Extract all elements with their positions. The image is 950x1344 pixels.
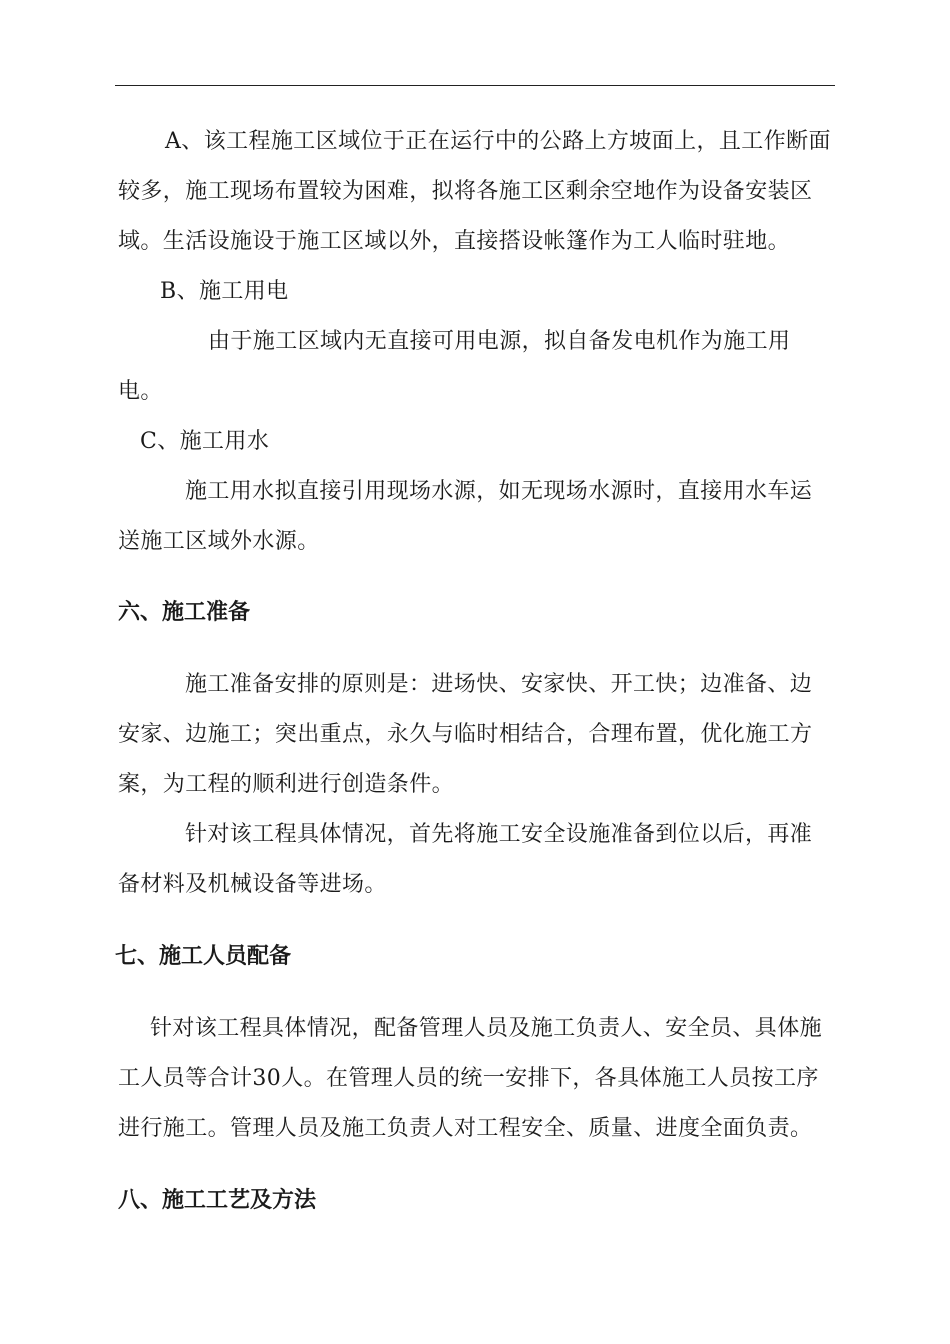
- paragraph-line: A、该工程施工区域位于正在运行中的公路上方坡面上，且工作断面: [165, 129, 831, 154]
- subsection-title-b: B、施工用电: [160, 279, 289, 304]
- paragraph-line: 施工用水拟直接引用现场水源，如无现场水源时，直接用水车运: [185, 479, 813, 504]
- section-heading-7: 七、施工人员配备: [115, 944, 292, 969]
- paragraph-line: 进行施工。管理人员及施工负责人对工程安全、质量、进度全面负责。: [118, 1116, 813, 1141]
- header-rule: [115, 85, 835, 86]
- section-heading-6: 六、施工准备: [118, 600, 251, 625]
- paragraph-line: 针对该工程具体情况，配备管理人员及施工负责人、安全员、具体施: [150, 1016, 823, 1041]
- paragraph-line: 由于施工区域内无直接可用电源，拟自备发电机作为施工用: [208, 329, 791, 354]
- paragraph-line: 安家、边施工；突出重点，永久与临时相结合，合理布置，优化施工方: [118, 722, 813, 747]
- section-heading-8: 八、施工工艺及方法: [118, 1188, 317, 1213]
- paragraph-line: 工人员等合计30人。在管理人员的统一安排下，各具体施工人员按工序: [118, 1066, 819, 1091]
- paragraph-line: 较多，施工现场布置较为困难，拟将各施工区剩余空地作为设备安装区: [118, 179, 813, 204]
- paragraph-line: 送施工区域外水源。: [118, 529, 320, 554]
- paragraph-line: 案，为工程的顺利进行创造条件。: [118, 772, 455, 797]
- paragraph-line: 域。生活设施设于施工区域以外，直接搭设帐篷作为工人临时驻地。: [118, 229, 791, 254]
- paragraph-line: 备材料及机械设备等进场。: [118, 872, 387, 897]
- paragraph-line: 施工准备安排的原则是：进场快、安家快、开工快；边准备、边: [185, 672, 813, 697]
- paragraph-line: 针对该工程具体情况，首先将施工安全设施准备到位以后，再准: [185, 822, 813, 847]
- paragraph-line: 电。: [118, 379, 163, 404]
- subsection-title-c: C、施工用水: [140, 429, 270, 454]
